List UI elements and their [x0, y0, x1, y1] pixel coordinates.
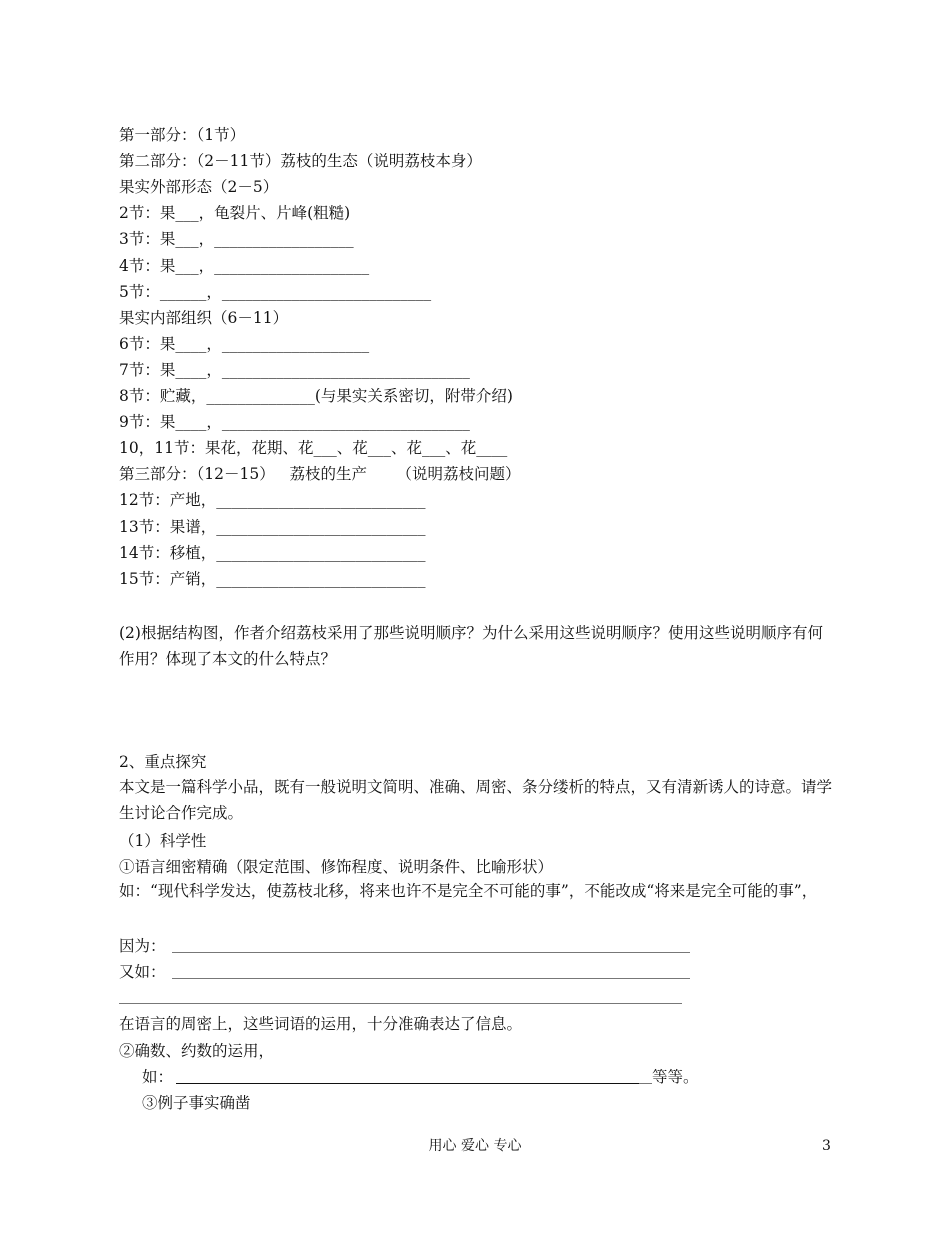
page-number: 3: [822, 1138, 831, 1154]
section-10-11-line: 10，11节：果花，花期、花___、花___、花___、花____: [119, 439, 508, 457]
section-3-line: 3节：果___，__________________: [119, 230, 354, 248]
question-2-paragraph: (2)根据结构图，作者介绍荔枝采用了那些说明顺序？为什么采用这些说明顺序？使用这些说明顺序有何作用？体现了本文的什么特点？: [119, 624, 823, 668]
section-6-line: 6节：果____，___________________: [119, 335, 370, 353]
inner-structure-heading: 果实内部组织（6－11）: [119, 309, 289, 327]
part-two-line: 第二部分：（2－11节）荔枝的生态（说明荔枝本身）: [119, 152, 482, 170]
section-5-line: 5节：______，___________________________: [119, 283, 432, 301]
example-paragraph: 如：“现代科学发达，使荔枝北移，将来也许不是完全不可能的事”，不能改成“将来是完全可能的事”，: [119, 882, 818, 900]
item-1-line: ①语言细密精确（限定范围、修饰程度、说明条件、比喻形状）: [119, 858, 554, 876]
answer-line-because[interactable]: [172, 952, 690, 953]
section-7-line: 7节：果____，________________________________: [119, 361, 470, 379]
section-15-line: 15节：产销，___________________________: [119, 570, 426, 588]
section-14-line: 14节：移植，___________________________: [119, 544, 426, 562]
section-13-line: 13节：果谱，___________________________: [119, 518, 426, 536]
answer-line-numbers[interactable]: [176, 1083, 639, 1084]
part-three-line: 第三部分：（12－15） 荔枝的生产 （说明荔枝问题）: [119, 465, 521, 483]
section-heading: 2、重点探究: [119, 753, 207, 771]
section-2-line: 2节：果___，龟裂片、片峰(粗糙): [119, 204, 351, 222]
intro-paragraph: 本文是一篇科学小品，既有一般说明文简明、准确、周密、条分缕析的特点，又有清新诱人的诗意。请学生讨论合作完成。: [119, 778, 833, 822]
section-8-line: 8节：贮藏，______________(与果实关系密切，附带介绍): [119, 387, 513, 405]
answer-line-also[interactable]: [172, 978, 690, 979]
part-one-line: 第一部分：（1节）: [119, 126, 246, 144]
subheading-scientific: （1）科学性: [119, 832, 207, 850]
conclusion-line: 在语言的周密上，这些词语的运用，十分准确表达了信息。: [119, 1015, 523, 1033]
outer-form-heading: 果实外部形态（2－5）: [119, 178, 279, 196]
because-label: 因为：: [119, 937, 166, 955]
also-label: 又如：: [119, 963, 166, 981]
item-3-line: ③例子事实确凿: [142, 1094, 251, 1112]
section-9-line: 9节：果____，________________________________: [119, 413, 470, 431]
item-2-line: ②确数、约数的运用，: [119, 1042, 275, 1060]
page-footer: 用心 爱心 专心: [428, 1138, 522, 1154]
eg-suffix: 等等。: [652, 1068, 699, 1086]
answer-line-numbers-tail: [639, 1083, 652, 1084]
answer-line-extra[interactable]: [119, 1003, 682, 1004]
section-4-line: 4节：果___，____________________: [119, 257, 370, 275]
section-12-line: 12节：产地，___________________________: [119, 491, 426, 509]
eg-prefix: 如：: [142, 1068, 174, 1086]
